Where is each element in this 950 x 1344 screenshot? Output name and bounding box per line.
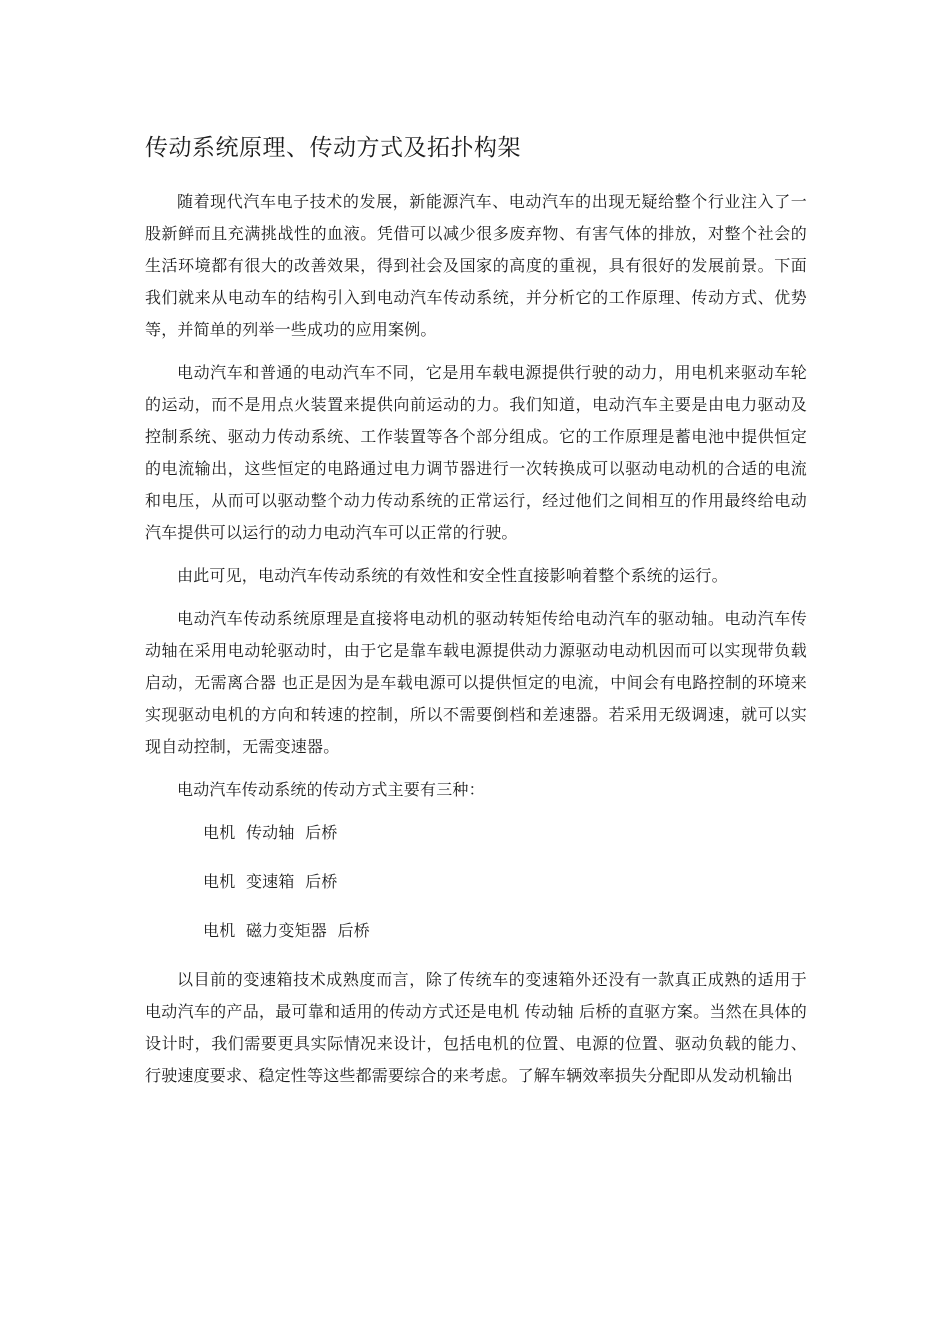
paragraph-working-principle: 电动汽车和普通的电动汽车不同，它是用车载电源提供行驶的动力，用电机来驱动车轮的运动，而不是用点火装置来提供向前运动的力。我们知道，电动汽车主要是由电力驱动及控制系统、驱动力传动系统、工作装置等各个部分组成。它的工作原理是蓄电池中提供恒定的电流输出，这些恒定的电路通过电力调节器进行一次转换成可以驱动电动机的合适的电流和电压，从而可以驱动整个动力传动系统的正常运行，经过他们之间相互的作用最终给电动汽车提供可以运行的动力电动汽车可以正常的行驶。 — [145, 363, 807, 542]
paragraph-intro: 随着现代汽车电子技术的发展，新能源汽车、电动汽车的出现无疑给整个行业注入了一股新鲜而且充满挑战性的血液。凭借可以减少很多废弃物、有害气体的排放，对整个社会的生活环境都有很大的改善效果，得到社会及国家的高度的重视，具有很好的发展前景。下面我们就来从电动车的结构引入到电动汽车传动系统，并分析它的工作原理、传动方式、优势等，并简单的列举一些成功的应用案例。 — [145, 192, 807, 339]
paragraph-transmission-principle: 电动汽车传动系统原理是直接将电动机的驱动转矩传给电动汽车的驱动轴。电动汽车传动轴在采用电动轮驱动时，由于它是靠车载电源提供动力源驱动电动机因而可以实现带负载启动，无需离合器 也正是因为是车载电源可以提供恒定的电流，中间会有电路控制的环境来实现驱动电机的方向和转速的控制，所以不需要倒档和差速器。若采用无级调速，就可以实现自动控制，无需变速器。 — [145, 609, 807, 756]
paragraph-modes-intro: 电动汽车传动系统的传动方式主要有三种： — [177, 780, 485, 799]
list-item: 电机 磁力变矩器 后桥 — [203, 921, 370, 940]
paragraph-safety: 由此可见，电动汽车传动系统的有效性和安全性直接影响着整个系统的运行。 — [177, 566, 728, 585]
document-page — [145, 128, 807, 1103]
document-title: 传动系统原理、传动方式及拓扑构架 — [145, 135, 521, 161]
transmission-modes-list — [145, 817, 807, 947]
paragraph-closing: 以目前的变速箱技术成熟度而言，除了传统车的变速箱外还没有一款真正成熟的适用于电动汽车的产品，最可靠和适用的传动方式还是电机 传动轴 后桥的直驱方案。当然在具体的设计时，我们需要更具实际情况来设计，包括电机的位置、电源的位置、驱动负载的能力、行驶速度要求、稳定性等这些都需要综合的来考虑。了解车辆效率损失分配即从发动机输出 — [145, 970, 807, 1085]
list-item: 电机 变速箱 后桥 — [203, 872, 338, 891]
list-item: 电机 传动轴 后桥 — [203, 823, 338, 842]
